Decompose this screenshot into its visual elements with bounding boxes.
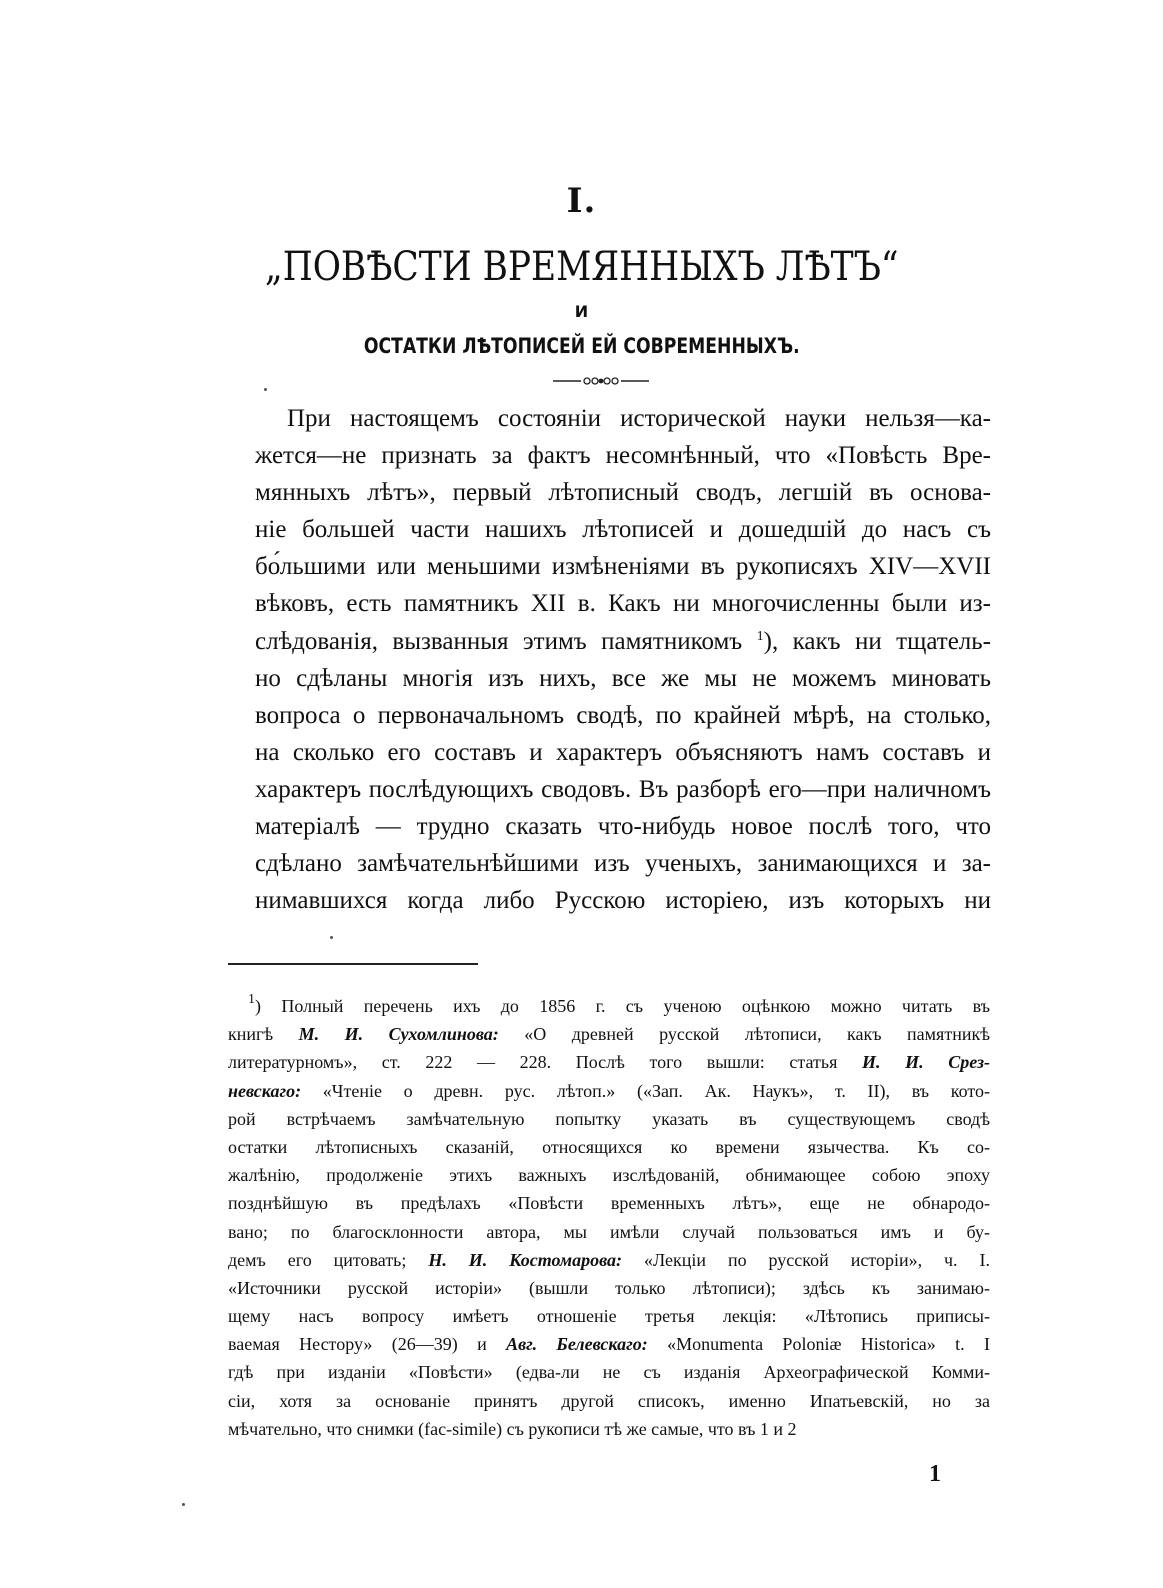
chapter-title: „ПОВѢСТИ ВРЕМЯННЫХЪ ЛѢТЪ“	[264, 244, 899, 290]
scan-speck	[264, 388, 267, 391]
author-name: невскаго:	[228, 1080, 302, 1101]
body-line-text: слѣдованія, вызванныя этимъ памятникомъ	[255, 627, 743, 655]
body-line: но сдѣланы многія изъ нихъ, все же мы не можемъ миновать	[255, 664, 991, 692]
footnote-line: ваемая Нестору» (26—39) и Авг. Белевскаго: «Monumenta Poloniæ Historica» t. I	[228, 1334, 991, 1355]
chapter-number: I.	[566, 181, 597, 221]
footnote-line: жалѣнію, продолженіе этихъ важныхъ изслѣдованій, обнимающее собою эпоху	[228, 1165, 990, 1186]
footnote-line: книгѣ М. И. Сухомлинова: «О древней русской лѣтописи, какъ памятникѣ	[228, 1024, 990, 1045]
footnote-line: демъ его цитовать; Н. И. Костомарова: «Лекціи по русской исторіи», ч. I.	[228, 1249, 990, 1270]
author-name: Авг. Белевскаго:	[506, 1334, 648, 1355]
footnote	[228, 992, 990, 1443]
ornament-divider	[551, 374, 651, 388]
footnote-line: позднѣйшую въ предѣлахъ «Повѣсти временныхъ лѣтъ», еще не обнародо-	[228, 1193, 990, 1214]
body-line: вѣковъ, есть памятникъ XII в. Какъ ни многочисленны были из-	[255, 590, 991, 618]
body-paragraph	[255, 400, 991, 919]
author-name: М. И. Сухомлинова:	[298, 1024, 499, 1045]
body-line-tail: ), какъ ни тщатель-	[763, 627, 991, 655]
footnote-line: невскаго: «Чтеніе о древн. рус. лѣтоп.» («Зап. Ак. Наукъ», т. II), въ кото-	[228, 1080, 990, 1101]
body-line: При настоящемъ состояніи исторической науки нельзя—ка-	[287, 405, 991, 432]
footnote-line: «Источники русской исторіи» (вышли только лѣтописи); здѣсь къ занимаю-	[228, 1277, 990, 1298]
footnote-line: гдѣ при изданіи «Повѣсти» (едва-ли не съ изданія Археографической Комми-	[228, 1362, 990, 1383]
chapter-subtitle: ОСТАТКИ ЛѢТОПИСЕЙ ЕЙ СОВРЕМЕННЫХЪ.	[363, 334, 800, 358]
footnote-line: щему насъ вопросу имѣетъ отношеніе третья лекція: «Лѣтопись приписы-	[228, 1306, 990, 1327]
body-line: мянныхъ лѣтъ», первый лѣтописный сводъ, легшій въ основа-	[255, 479, 991, 507]
footnote-line: остатки лѣтописныхъ сказаній, относящихся ко времени язычества. Къ со-	[228, 1136, 990, 1157]
body-line: сдѣлано замѣчательнѣйшими изъ ученыхъ, занимающихся и за-	[255, 850, 991, 878]
body-line: матеріалѣ — трудно сказать что-нибудь новое послѣ того, что	[255, 813, 991, 841]
author-name: И. И. Срез-	[861, 1052, 990, 1073]
body-line: жется—не признать за фактъ несомнѣнный, что «Повѣсть Вре-	[255, 442, 991, 470]
footnote-line: сіи, хотя за основаніе принятъ другой списокъ, именно Ипатьевскій, но за	[228, 1390, 990, 1411]
footnote-line: вано; по благосклонности автора, мы имѣли случай пользоваться имъ и бу-	[228, 1221, 990, 1242]
body-line-with-footnote-ref	[255, 623, 991, 660]
footnote-line: рой встрѣчаемъ замѣчательную попытку указать въ существующемъ сводѣ	[228, 1108, 990, 1129]
body-line: бо́льшими или меньшими измѣненіями въ рукописяхъ XIV—XVII	[255, 553, 991, 581]
footnote-reference: 1	[756, 628, 764, 644]
footnote-line: $^1$) Полный перечень ихъ до 1856 г. съ ученою оцѣнкою можно читать въ	[248, 992, 990, 1016]
footnote-line: литературномъ», ст. 222 — 228. Послѣ того вышли: статья И. И. Срез-	[228, 1052, 990, 1073]
body-line: нимавшихся когда либо Русскою исторіею, изъ которыхъ ни	[255, 887, 991, 915]
footnote-separator	[228, 963, 478, 965]
body-line: ніе большей части нашихъ лѣтописей и дошедшій до насъ съ	[255, 516, 991, 544]
scan-speck	[182, 1503, 185, 1506]
body-line: вопроса о первоначальномъ сводѣ, по крайней мѣрѣ, на столько,	[255, 701, 991, 729]
scan-speck	[330, 936, 333, 939]
body-line: характеръ послѣдующихъ сводовъ. Въ разборѣ его—при наличномъ	[255, 775, 991, 803]
page-number: 1	[929, 1461, 941, 1487]
body-line: на сколько его составъ и характеръ объясняютъ намъ составъ и	[255, 738, 991, 766]
footnote-line: мѣчательно, что снимки (fac-simile) съ рукописи тѣ же самые, что въ 1 и 2	[228, 1418, 797, 1439]
author-name: Н. И. Костомарова:	[428, 1249, 623, 1270]
title-conjunction: И	[574, 302, 589, 321]
footnote-marker: 1	[248, 992, 255, 1007]
